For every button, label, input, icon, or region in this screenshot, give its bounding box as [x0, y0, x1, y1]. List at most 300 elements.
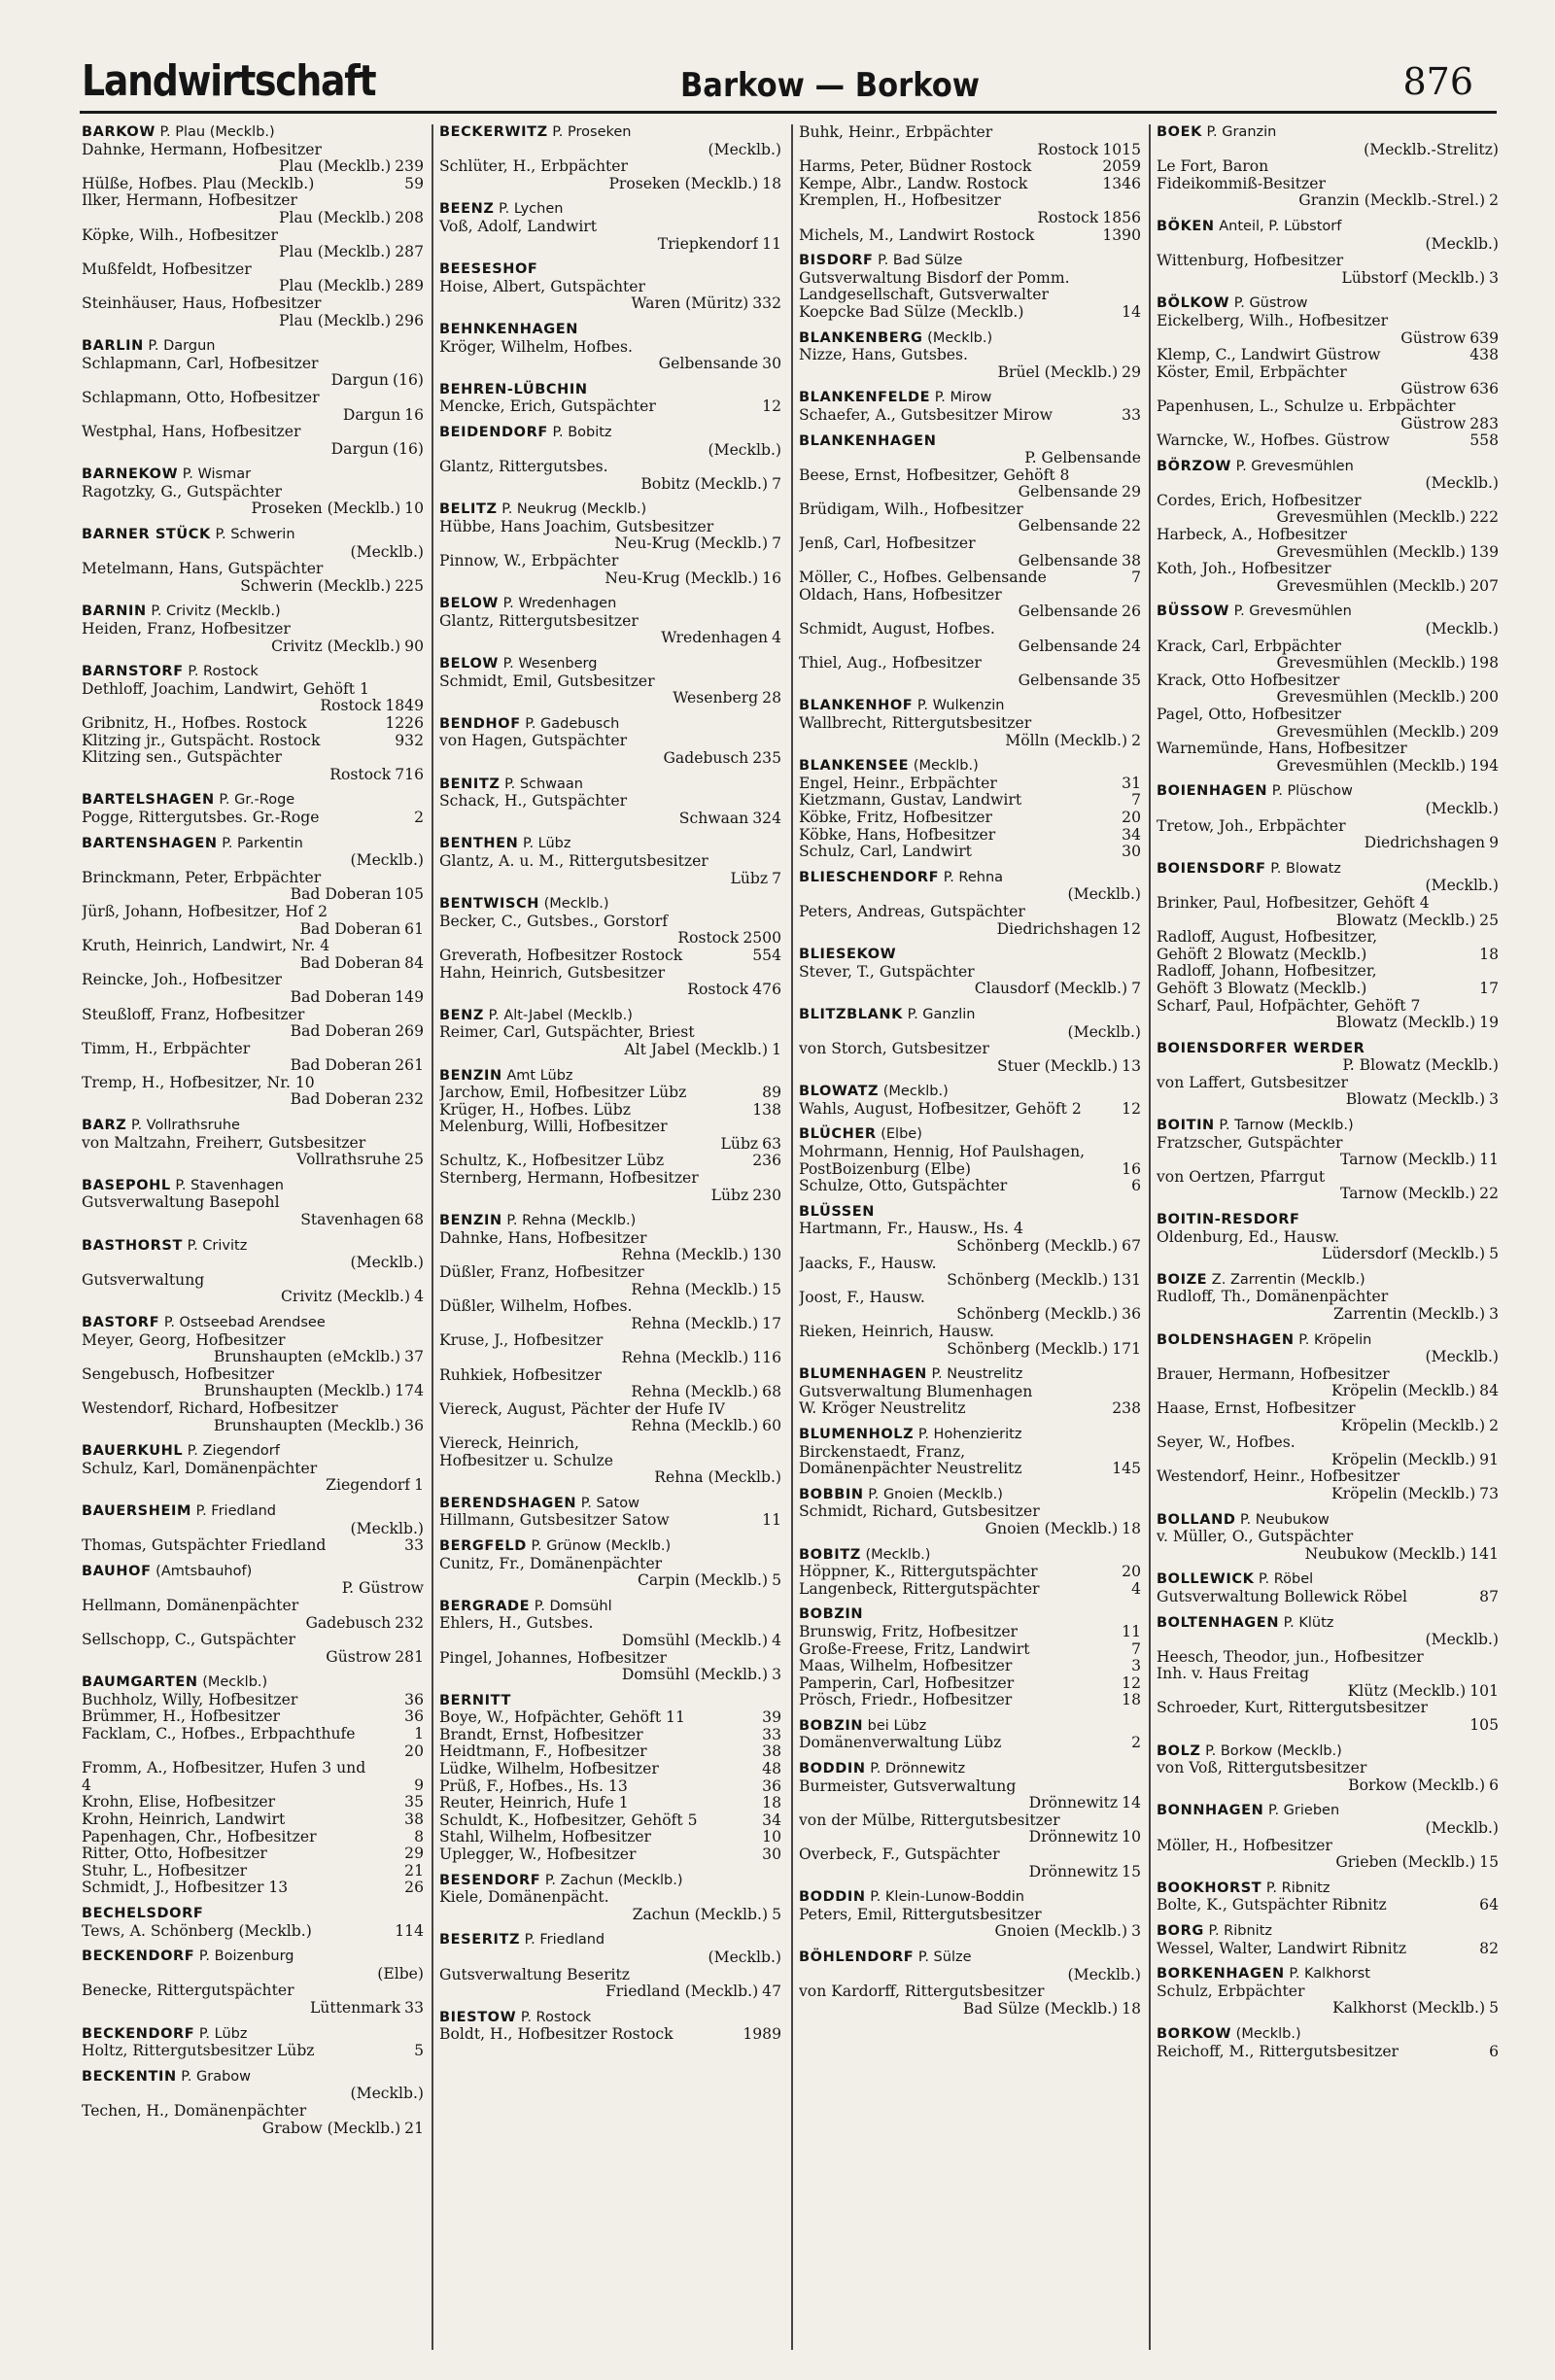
phone-number: 12 [1122, 1673, 1141, 1692]
entry-line [1157, 1075, 1499, 1092]
place-name: BARNSTORF [82, 664, 184, 680]
entry-line [799, 1238, 1141, 1256]
place-name: BECKENDORF [82, 2025, 195, 2042]
entry-text: Wahls, August, Hofbesitzer, Gehöft 2 [799, 1100, 1082, 1118]
place-postal: P. Wulkenzin [913, 698, 1005, 714]
entry-line [82, 158, 424, 176]
entry-line [82, 561, 424, 578]
entry-text: Hübbe, Hans Joachim, Gutsbesitzer [439, 518, 714, 535]
entry-text: (Mecklb.) [1067, 1023, 1141, 1041]
entry-text: (Mecklb.) [350, 2086, 424, 2103]
entry-text: Tarnow (Mecklb.) [1340, 1152, 1476, 1169]
entry-line [1157, 509, 1499, 527]
entry-text: Möller, C., Hofbes. Gelbensande [799, 569, 1047, 587]
entry-line [439, 1795, 781, 1812]
entry-line [1157, 1700, 1499, 1717]
entry-line [799, 1624, 1141, 1641]
place-heading [439, 716, 781, 734]
place-name: BLANKENBERG [799, 329, 923, 346]
phone-number: 33 [1122, 405, 1141, 424]
phone-number: 60 [762, 1417, 781, 1435]
entry-line [1157, 758, 1499, 776]
entry-text: Kruse, J., Hofbesitzer [439, 1332, 604, 1350]
phone-number: 14 [1122, 302, 1141, 321]
entry-line [1157, 1760, 1499, 1777]
entry-text: Waren (Müritz) [631, 295, 749, 313]
entry-line [439, 1761, 781, 1778]
entry-text: Peters, Andreas, Gutspächter [799, 903, 1025, 920]
entry-line [1157, 1683, 1499, 1701]
entry-text: Brunshaupten (eMcklb.) [213, 1349, 401, 1366]
entry-line [1157, 947, 1499, 964]
entry-line [799, 1983, 1141, 2001]
entry-line [799, 287, 1141, 304]
place-name: BOIENHAGEN [1157, 783, 1268, 800]
entry-text: Reuter, Heinrich, Hufe 1 [439, 1795, 629, 1812]
entry-line [799, 827, 1141, 845]
phone-number: 1015 [1102, 140, 1141, 158]
phone-number: 7 [772, 869, 781, 887]
entry-text: Hofbesitzer u. Schulze [439, 1452, 613, 1469]
entry-line [82, 313, 424, 330]
phone-number: 198 [1469, 654, 1499, 673]
entry-text: Kalkhorst (Mecklb.) [1332, 2000, 1486, 2018]
phone-number: 932 [395, 731, 424, 749]
entry-line [82, 1477, 424, 1495]
entry-text: von Hagen, Gutspächter [439, 733, 628, 750]
entry-text: (Mecklb.) [350, 1520, 424, 1537]
entry-text: Schultz, K., Hofbesitzer Lübz [439, 1153, 665, 1170]
phone-number: 33 [404, 1536, 424, 1555]
entry-line [82, 1272, 424, 1290]
phone-number: 6 [1489, 1776, 1499, 1794]
entry-line [799, 1101, 1141, 1119]
place-name: BLANKENFELDE [799, 390, 931, 406]
place-heading [799, 1084, 1141, 1101]
entry-line [1157, 398, 1499, 416]
entry-line [1157, 913, 1499, 930]
entry-text: Ragotzky, G., Gutspächter [82, 483, 282, 500]
phone-number: 39 [762, 1708, 781, 1727]
entry-line [799, 553, 1141, 570]
entry-text: Mußfeldt, Hofbesitzer [82, 260, 252, 278]
entry-line [799, 569, 1141, 587]
entry-text: Benecke, Rittergutspächter [82, 1983, 294, 2000]
phone-number: 101 [1469, 1681, 1499, 1700]
entry-line [82, 1811, 424, 1829]
place-heading [799, 390, 1141, 407]
phone-number: 6 [1131, 1177, 1141, 1195]
entry-line [439, 1418, 781, 1435]
place-name: BOLLEWICK [1157, 1571, 1255, 1588]
entry-text: Grieben (Mecklb.) [1335, 1854, 1476, 1872]
place-heading [1157, 2026, 1499, 2044]
entry-text: Bolte, K., Gutspächter Ribnitz [1157, 1897, 1387, 1914]
entry-line [82, 192, 424, 210]
phone-number: 30 [762, 355, 781, 373]
place-name: BARZ [82, 1118, 127, 1134]
place-postal: P. Borkow (Mecklb.) [1200, 1742, 1342, 1759]
entry-text: Blowatz (Mecklb.) [1335, 1015, 1476, 1032]
entry-text: Brümmer, H., Hofbesitzer [82, 1708, 281, 1726]
entry-line [82, 1983, 424, 2000]
entry-line [82, 715, 424, 733]
entry-text: Gadebusch [663, 750, 749, 767]
phone-number: (16) [392, 439, 424, 458]
phone-number: 38 [404, 1811, 424, 1829]
place-name: BARNER STÜCK [82, 527, 211, 543]
place-heading [82, 664, 424, 681]
phone-number: 73 [1479, 1484, 1499, 1502]
entry-text: Viereck, August, Pächter der Hufe IV [439, 1400, 725, 1418]
phone-number: 28 [762, 689, 781, 707]
entry-text: Pinnow, W., Erbpächter [439, 553, 619, 570]
phone-number: 35 [1122, 671, 1141, 689]
place-heading [439, 2010, 781, 2027]
entry-text: Bad Sülze (Mecklb.) [962, 2000, 1119, 2018]
entry-line [439, 1889, 781, 1907]
entry-text: Rehna (Mecklb.) [631, 1315, 759, 1332]
place-postal: (Mecklb.) [1231, 2025, 1301, 2042]
entry-text: Joost, F., Hausw. [799, 1289, 925, 1306]
phone-number: 29 [404, 1845, 424, 1863]
entry-line [439, 1709, 781, 1727]
place-postal: P. Mirow [930, 390, 992, 406]
entry-line [799, 964, 1141, 982]
entry-text: Ilker, Hermann, Hofbesitzer [82, 192, 297, 210]
entry-text: Drönnewitz [1028, 1795, 1119, 1812]
place-heading [799, 1204, 1141, 1222]
entry-line [82, 1418, 424, 1435]
entry-line [799, 776, 1141, 793]
phone-number: 269 [395, 1022, 424, 1041]
entry-line [439, 1469, 781, 1487]
entry-text: Heesch, Theodor, jun., Hofbesitzer [1157, 1648, 1424, 1666]
place-name: BENZIN [439, 1067, 502, 1084]
entry-line [799, 1444, 1141, 1462]
entry-text: Drönnewitz [1028, 1863, 1119, 1880]
phone-number: 68 [404, 1211, 424, 1229]
entry-text: (Mecklb.) [350, 1255, 424, 1272]
entry-line [439, 142, 781, 159]
entry-text: Grevesmühlen (Mecklb.) [1276, 723, 1467, 741]
entry-line [1157, 998, 1499, 1016]
entry-line [799, 1272, 1141, 1290]
entry-line [82, 1521, 424, 1538]
entry-line [82, 2043, 424, 2060]
phone-number: 281 [395, 1647, 424, 1666]
entry-line [439, 1743, 781, 1761]
entry-line [82, 767, 424, 784]
entry-text: Michels, M., Landwirt Rostock [799, 226, 1035, 244]
entry-line [82, 972, 424, 989]
entry-line [1157, 493, 1499, 510]
phone-number: 232 [395, 1090, 424, 1109]
place-name: BERGFELD [439, 1537, 527, 1554]
phone-number: 10 [1122, 1828, 1141, 1846]
entry-line [82, 1692, 424, 1709]
place-postal: P. Güstrow [1229, 295, 1308, 312]
entry-line [799, 1735, 1141, 1752]
entry-line [799, 733, 1141, 750]
entry-line [82, 1966, 424, 1983]
place-postal: P. Grevesmühlen [1230, 458, 1354, 474]
entry-line [1157, 561, 1499, 578]
entry-text: von der Mülbe, Rittergutsbesitzer [799, 1811, 1060, 1829]
entry-line [1157, 818, 1499, 836]
entry-line [1157, 416, 1499, 433]
place-postal: P. Klein-Lunow-Boddin [865, 1889, 1024, 1906]
entry-line [82, 698, 424, 715]
entry-text: Becker, C., Gutsbes., Gorstorf [439, 913, 669, 930]
entry-line [799, 124, 1141, 142]
entry-line [439, 1650, 781, 1668]
entry-text: Krohn, Elise, Hofbesitzer [82, 1794, 276, 1811]
entry-text: Plau (Mecklb.) [278, 278, 392, 295]
phone-number: 209 [1469, 722, 1499, 741]
entry-text [1157, 1717, 1466, 1735]
entry-text: Schulz, Carl, Landwirt [799, 844, 972, 861]
entry-text: Zachun (Mecklb.) [632, 1906, 769, 1923]
entry-text: von Maltzahn, Freiherr, Gutsbesitzer [82, 1134, 366, 1152]
entry-line [799, 270, 1141, 288]
entry-text: Rehna (Mecklb.) [654, 1469, 781, 1487]
entry-line [1157, 313, 1499, 330]
place-name: BAUERKUHL [82, 1443, 184, 1460]
place-name: BENZIN [439, 1213, 502, 1229]
entry-text: Oldach, Hans, Hofbesitzer [799, 586, 1002, 604]
phone-number: 19 [1479, 1014, 1499, 1032]
place-name: BENTHEN [439, 836, 519, 852]
place-name: BASTHORST [82, 1237, 183, 1254]
entry-text: Brauer, Hermann, Hofbesitzer [1157, 1365, 1390, 1383]
entry-line [82, 1632, 424, 1649]
entry-text: Rostock [329, 766, 392, 783]
entry-line [1157, 1589, 1499, 1606]
phone-number: 9 [1489, 834, 1499, 852]
place-heading [1157, 1571, 1499, 1589]
entry-text: Kröger, Wilhelm, Hofbes. [439, 338, 633, 356]
place-heading [1157, 861, 1499, 879]
place-heading [82, 1443, 424, 1461]
entry-text: Stever, T., Gutspächter [799, 963, 975, 981]
entry-text: Papenhusen, L., Schulze u. Erbpächter [1157, 397, 1456, 415]
entry-line [439, 1188, 781, 1205]
entry-line [439, 948, 781, 965]
entry-text: Domsühl (Mecklb.) [621, 1632, 769, 1649]
place-name: BOLTENHAGEN [1157, 1614, 1280, 1631]
place-heading [799, 1007, 1141, 1024]
place-heading [1157, 1512, 1499, 1530]
entry-text: Brinckmann, Peter, Erbpächter [82, 869, 322, 886]
entry-text: Cordes, Erich, Hofbesitzer [1157, 492, 1362, 509]
place-heading [82, 1178, 424, 1195]
entry-text: Wittenburg, Hofbesitzer [1157, 253, 1344, 270]
entry-line [439, 295, 781, 313]
entry-line [439, 1435, 781, 1453]
entry-text: Höppner, K., Rittergutspächter [799, 1564, 1038, 1581]
entry-text: Möller, H., Hofbesitzer [1157, 1837, 1332, 1854]
entry-text: Tremp, H., Hofbesitzer, Nr. 10 [82, 1074, 315, 1091]
entry-text: Bad Doberan [290, 1091, 392, 1109]
phone-number: 59 [404, 174, 424, 192]
entry-text: Facklam, C., Hofbes., Erbpachthufe [82, 1726, 356, 1743]
place-name: BESERITZ [439, 1932, 521, 1949]
place-heading [82, 124, 424, 142]
entry-line [82, 2103, 424, 2121]
place-postal: P. Ostseebad Arendsee [159, 1315, 326, 1330]
entry-text: Krack, Carl, Erbpächter [1157, 638, 1341, 655]
phone-number: 2 [1131, 731, 1141, 749]
entry-text: Dahnke, Hermann, Hofbesitzer [82, 141, 322, 158]
entry-line [82, 1743, 424, 1761]
phone-number: 30 [1122, 843, 1141, 861]
phone-number: 36 [762, 1776, 781, 1795]
entry-text: von Voß, Rittergutsbesitzer [1157, 1760, 1367, 1777]
entry-text: Gelbensande [1018, 484, 1119, 501]
entry-line [439, 1316, 781, 1333]
entry-line [82, 244, 424, 261]
entry-line [439, 570, 781, 588]
entry-line [799, 1675, 1141, 1693]
entry-line [439, 1512, 781, 1530]
place-name: BOLZ [1157, 1742, 1201, 1759]
entry-line [82, 1383, 424, 1400]
entry-line [82, 886, 424, 904]
entry-text: Borkow (Mecklb.) [1348, 1776, 1486, 1794]
place-heading [799, 758, 1141, 776]
entry-line [1157, 381, 1499, 398]
place-name: BLANKENSEE [799, 758, 910, 775]
entry-line [82, 921, 424, 939]
entry-line [799, 1923, 1141, 1941]
entry-text: Carpin (Mecklb.) [637, 1572, 769, 1590]
entry-text: Rehna (Mecklb.) [631, 1418, 759, 1435]
entry-text: Overbeck, F., Gutspächter [799, 1846, 1000, 1864]
entry-line [439, 673, 781, 691]
entry-text: Neu-Krug (Mecklb.) [614, 535, 769, 553]
entry-text: Kröpelin (Mecklb.) [1331, 1485, 1476, 1502]
entry-line [799, 1967, 1141, 1984]
entry-line [439, 1778, 781, 1796]
entry-text: Stuhr, L., Hofbesitzer [82, 1862, 248, 1880]
phone-number: 22 [1479, 1185, 1499, 1203]
entry-text: Köbke, Fritz, Hofbesitzer [799, 809, 992, 826]
entry-text: Bad Doberan [290, 886, 392, 904]
entry-text: Grevesmühlen (Mecklb.) [1276, 655, 1467, 673]
entry-line [439, 1170, 781, 1188]
place-heading [439, 1068, 781, 1086]
place-heading [1157, 1880, 1499, 1898]
place-postal: Z. Zarrentin (Mecklb.) [1207, 1271, 1365, 1288]
entry-line [82, 1041, 424, 1058]
entry-text: (Mecklb.-Strelitz) [1364, 141, 1499, 158]
entry-line [1157, 236, 1499, 254]
phone-number: 33 [762, 1725, 781, 1743]
entry-text: Kempe, Albr., Landw. Rostock [799, 175, 1028, 192]
entry-line [799, 227, 1141, 245]
column-2 [439, 124, 781, 2360]
entry-text: Schwaan [678, 810, 749, 827]
entry-line [1157, 1838, 1499, 1855]
entry-text: Pamperin, Carl, Hofbesitzer [799, 1674, 1015, 1692]
place-heading [82, 2026, 424, 2044]
place-heading [439, 1538, 781, 1556]
entry-line [439, 1282, 781, 1299]
entry-text: Ruhkiek, Hofbesitzer [439, 1366, 602, 1384]
entry-text: Buhk, Heinr., Erbpächter [799, 124, 993, 141]
entry-line [799, 1384, 1141, 1401]
place-heading [82, 1503, 424, 1521]
entry-line [439, 1153, 781, 1170]
phone-number: 38 [762, 1742, 781, 1761]
phone-number: 84 [404, 953, 424, 972]
entry-text: Bad Doberan [290, 988, 392, 1006]
place-name: BOEK [1157, 124, 1202, 140]
entry-text: (Elbe) [377, 1965, 424, 1983]
entry-line [1157, 1169, 1499, 1187]
entry-text: Klemp, C., Landwirt Güstrow [1157, 347, 1381, 364]
place-heading [799, 433, 1141, 451]
place-name: BARNIN [82, 604, 147, 620]
entry-line [439, 630, 781, 647]
phone-number: 2 [1131, 1734, 1141, 1752]
entry-text: Wallbrecht, Rittergutsbesitzer [799, 715, 1032, 732]
entry-line [439, 1298, 781, 1316]
entry-text: Diedrichshagen [1364, 835, 1486, 852]
entry-text: Gutsverwaltung [82, 1271, 205, 1289]
place-name: BENDHOF [439, 715, 521, 732]
entry-line [82, 142, 424, 159]
place-postal: P. Kalkhorst [1284, 1966, 1370, 1983]
place-heading [1157, 1803, 1499, 1820]
entry-line [799, 347, 1141, 364]
entry-text: Gnoien (Mecklb.) [985, 1520, 1119, 1537]
entry-text: Engel, Heinr., Erbpächter [799, 775, 997, 792]
entry-text: Schönberg (Mecklb.) [947, 1272, 1109, 1290]
phone-number: 171 [1112, 1339, 1141, 1358]
place-name: BLITZBLANK [799, 1006, 903, 1022]
place-heading [799, 698, 1141, 715]
entry-line [82, 1794, 424, 1811]
entry-line [1157, 142, 1499, 159]
entry-line [439, 1615, 781, 1633]
entry-range: Barkow — Borkow [679, 66, 981, 105]
entry-line [82, 227, 424, 245]
place-name: BLUMENHOLZ [799, 1426, 915, 1442]
entry-line [1157, 929, 1499, 947]
entry-line [439, 1367, 781, 1385]
place-heading [799, 1761, 1141, 1778]
entry-line [82, 1152, 424, 1169]
entry-line [82, 749, 424, 767]
entry-line [799, 535, 1141, 553]
entry-line [799, 981, 1141, 998]
phone-number: 145 [1112, 1460, 1141, 1478]
entry-line [799, 407, 1141, 425]
place-heading [82, 527, 424, 544]
entry-text: Hartmann, Fr., Hausw., Hs. 4 [799, 1221, 1023, 1238]
place-postal: P. Kröpelin [1294, 1331, 1372, 1348]
entry-line [439, 965, 781, 983]
entry-line [439, 1907, 781, 1924]
place-name: BENZ [439, 1007, 485, 1023]
entry-line [1157, 1717, 1499, 1735]
entry-line [82, 1863, 424, 1880]
place-heading [82, 836, 424, 853]
entry-line [799, 1058, 1141, 1076]
entry-line [439, 442, 781, 460]
